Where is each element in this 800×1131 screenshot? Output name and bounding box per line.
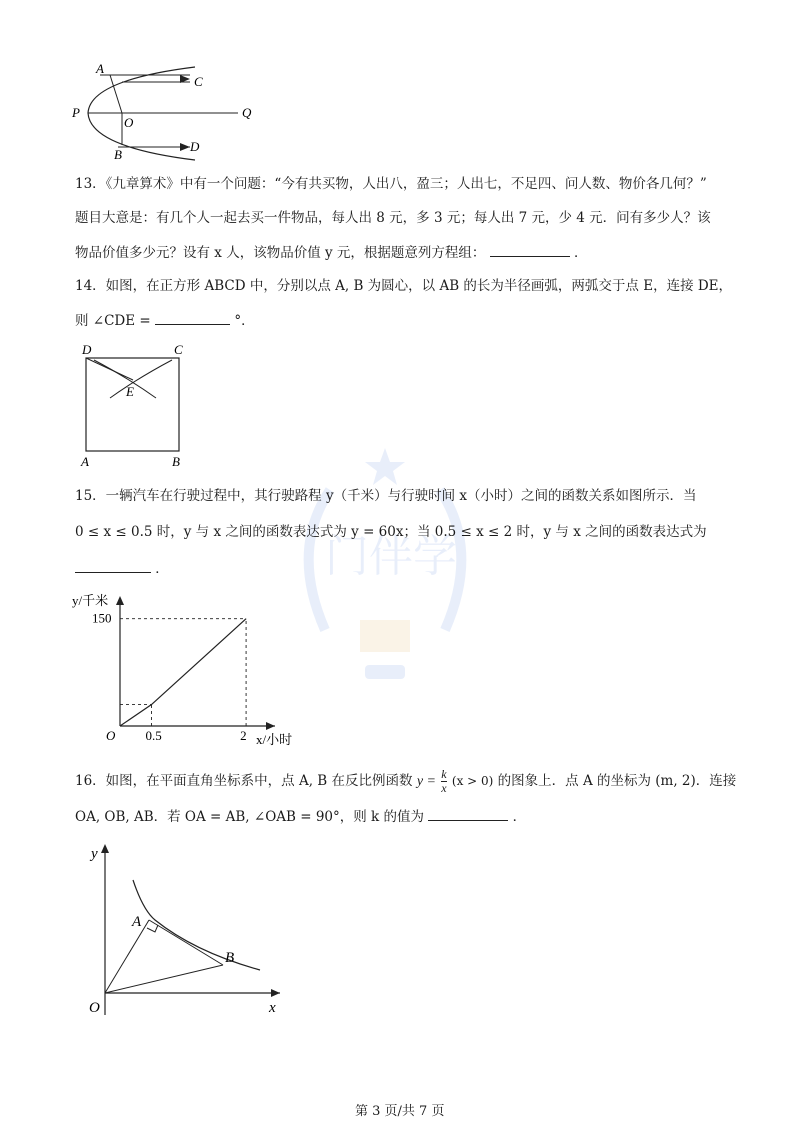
q16-line1 — [75, 768, 736, 795]
q14-line2-text: 则 ∠CDE = — [75, 313, 151, 329]
label-p: P — [72, 105, 80, 120]
q13-line3 — [75, 242, 588, 263]
label-a: A — [81, 454, 89, 469]
q15-line3 — [75, 558, 169, 579]
x-tick-label: 0.5 — [145, 728, 162, 743]
x-tick-label: 2 — [240, 728, 247, 743]
q16-func-den: x — [441, 781, 447, 795]
segment-de — [86, 358, 133, 380]
arc-from-b — [110, 360, 172, 398]
figure-q16 — [75, 840, 295, 1020]
origin-label: O — [106, 728, 116, 743]
q14-answer-blank[interactable] — [155, 310, 230, 325]
q15-line3-end: ． — [155, 561, 169, 577]
q13-line3-end: ． — [574, 245, 588, 261]
q16-func-num: k — [441, 767, 447, 781]
label-c: C — [194, 74, 203, 89]
q16-line1-end: 的图象上．点 A 的坐标为 (m, 2)．连接 — [497, 773, 737, 789]
y-axis-label: y/千米 — [72, 593, 109, 608]
page-footer: 第 3 页/共 7 页 — [355, 1104, 445, 1119]
q14-line1: 14．如图，在正方形 ABCD 中，分别以点 A, B 为圆心，以 AB 的长为半径画弧，两弧交于点 E，连接 DE， — [75, 278, 733, 294]
q16-fraction — [441, 768, 446, 795]
q14-line2 — [75, 310, 255, 331]
y-axis-arrow-icon — [116, 596, 124, 605]
segment-oa — [105, 920, 149, 993]
q13-line1: 13．《九章算术》中有一个问题：“今有共买物，人出八，盈三；人出七，不足四、问人数、物价各几何？” — [75, 176, 707, 192]
label-c: C — [174, 342, 183, 357]
label-a: A — [132, 914, 142, 930]
figure-q12 — [70, 55, 270, 165]
label-o: O — [89, 1000, 100, 1016]
q14-line2-end: °． — [234, 313, 255, 329]
label-b: B — [225, 950, 235, 966]
series-line — [120, 619, 246, 726]
hyperbola-curve — [133, 880, 260, 970]
q13-answer-blank[interactable] — [490, 242, 570, 257]
label-a: A — [96, 61, 104, 76]
label-e: E — [126, 384, 134, 399]
x-axis-arrow-icon — [271, 989, 280, 997]
square-abcd — [86, 358, 179, 451]
label-o: O — [124, 115, 134, 130]
q16-line1-text: 16．如图，在平面直角坐标系中，点 A, B 在反比例函数 — [75, 773, 413, 789]
q16-line2 — [75, 806, 526, 827]
label-y: y — [91, 846, 98, 862]
right-angle-mark — [147, 925, 158, 932]
label-b: B — [114, 147, 122, 162]
label-d: D — [82, 342, 92, 357]
q16-answer-blank[interactable] — [428, 806, 508, 821]
segment-ob — [105, 965, 223, 993]
q16-line2-end: ． — [512, 809, 527, 825]
x-axis-arrow-icon — [266, 722, 275, 730]
label-b: B — [172, 454, 180, 469]
q16-func-cond: (x > 0) — [451, 774, 494, 788]
arrow-d-icon — [180, 143, 190, 151]
label-x: x — [269, 1000, 276, 1016]
q13-line3-text: 物品价值多少元？设有 x 人，该物品价值 y 元，根据题意列方程组： — [75, 245, 486, 261]
figure-q14-square — [76, 338, 196, 470]
q15-line1: 15．一辆汽车在行驶过程中，其行驶路程 y（千米）与行驶时间 x（小时）之间的函数关系如图所示．当 — [75, 488, 697, 504]
y-axis-arrow-icon — [101, 844, 109, 853]
figure-q15-chart — [70, 588, 310, 750]
segment-ab — [149, 920, 223, 965]
q15-line2: 0 ≤ x ≤ 0.5 时，y 与 x 之间的函数表达式为 y = 60x；当 0.5 ≤ x ≤ 2 时，y 与 x 之间的函数表达式为 — [75, 524, 707, 540]
y-tick-label: 150 — [92, 610, 112, 626]
watermark-text: 门伴学 — [325, 531, 457, 582]
q16-func-lhs: y = — [416, 774, 436, 789]
x-axis-label: x/小时 — [256, 732, 293, 747]
label-d: D — [190, 139, 200, 154]
label-q: Q — [242, 105, 252, 120]
q15-answer-blank[interactable] — [75, 558, 151, 573]
q13-line2: 题目大意是：有几个人一起去买一件物品，每人出 8 元，多 3 元；每人出 7 元，少 4 元．问有多少人？该 — [75, 210, 711, 226]
q16-line2-text: OA, OB, AB．若 OA = AB, ∠OAB = 90°，则 k 的值为 — [75, 809, 425, 825]
